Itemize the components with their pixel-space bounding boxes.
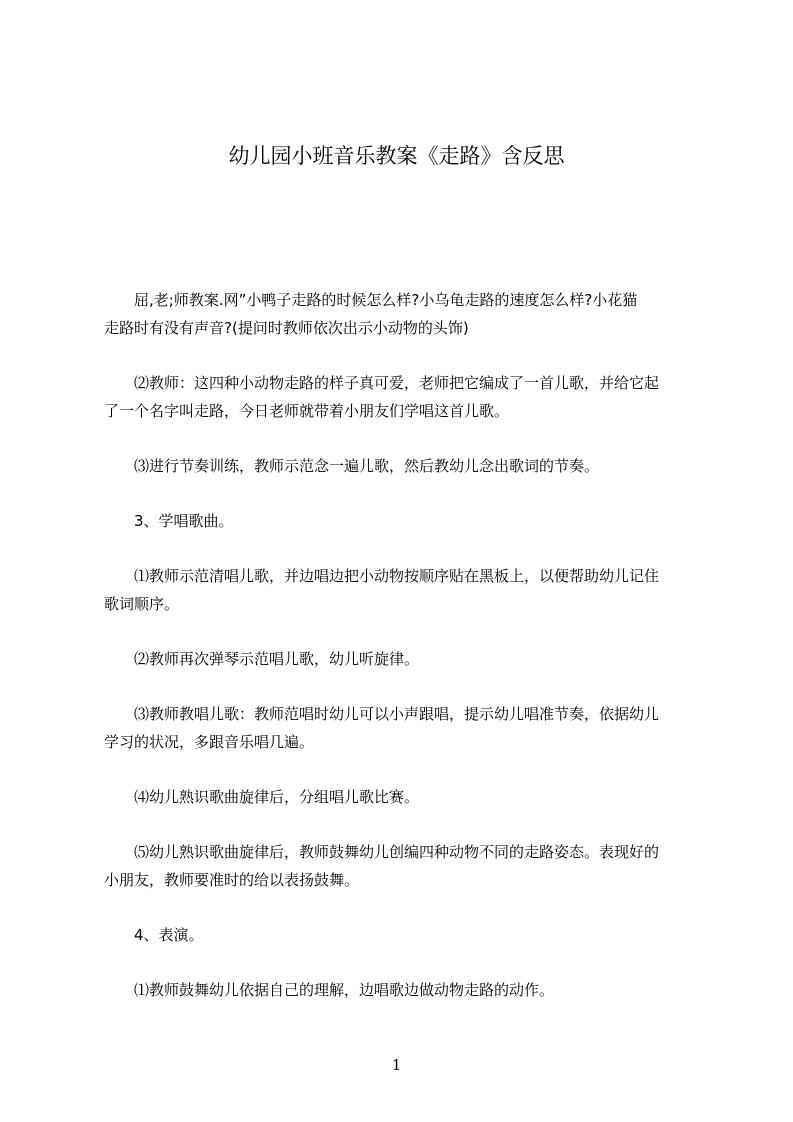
paragraph (104, 562, 718, 618)
paragraph-line: 小朋友，教师要准时的给以表扬鼓舞。 (104, 871, 360, 889)
page-number: 1 (391, 1056, 402, 1074)
paragraph-line: ⑶教师教唱儿歌：教师范唱时幼儿可以小声跟唱，提示幼儿唱准节奏，依据幼儿 (104, 705, 660, 723)
paragraph-line: ⑴教师示范清唱儿歌，并边唱边把小动物按顺序贴在黑板上，以便帮助幼儿记住 (104, 567, 660, 585)
paragraph (104, 976, 718, 1004)
document-title: 幼儿园小班音乐教案《走路》含反思 (228, 144, 565, 168)
paragraph (104, 700, 718, 756)
paragraph (104, 452, 718, 480)
paragraph-line: 了一个名字叫走路，今日老师就带着小朋友们学唱这首儿歌。 (104, 402, 510, 420)
paragraph-line: 学习的状况，多跟音乐唱几遍。 (104, 733, 315, 751)
paragraph (104, 838, 718, 894)
paragraph-line: ⑸幼儿熟识歌曲旋律后，教师鼓舞幼儿创编四种动物不同的走路姿态。表现好的 (104, 843, 660, 861)
paragraph-line: ⑵教师：这四种小动物走路的样子真可爱，老师把它编成了一首儿歌，并给它起 (104, 374, 660, 392)
paragraph (104, 369, 718, 425)
paragraph-line: 3、学唱歌曲。 (104, 512, 234, 530)
paragraph-line: ⑶进行节奏训练，教师示范念一遍儿歌，然后教幼儿念出歌词的节奏。 (104, 457, 600, 475)
paragraph-line: 走路时有没有声音?(提问时教师依次出示小动物的头饰) (104, 319, 469, 337)
paragraph (104, 286, 718, 342)
section-heading (104, 507, 718, 535)
paragraph-line: 屈,老;师教案.网”小鸭子走路的时候怎么样?小乌龟走路的速度怎么样?小花猫 (104, 291, 638, 309)
paragraph (104, 645, 718, 673)
paragraph-line: ⑷幼儿熟识歌曲旋律后，分组唱儿歌比赛。 (104, 788, 420, 806)
paragraph-line: 4、表演。 (104, 926, 204, 944)
document-body (104, 286, 718, 1004)
paragraph (104, 783, 718, 811)
paragraph-line: 歌词顺序。 (104, 595, 180, 613)
paragraph-line: ⑴教师鼓舞幼儿依据自己的理解，边唱歌边做动物走路的动作。 (104, 981, 555, 999)
paragraph-line: ⑵教师再次弹琴示范唱儿歌，幼儿听旋律。 (104, 650, 420, 668)
section-heading (104, 921, 718, 949)
